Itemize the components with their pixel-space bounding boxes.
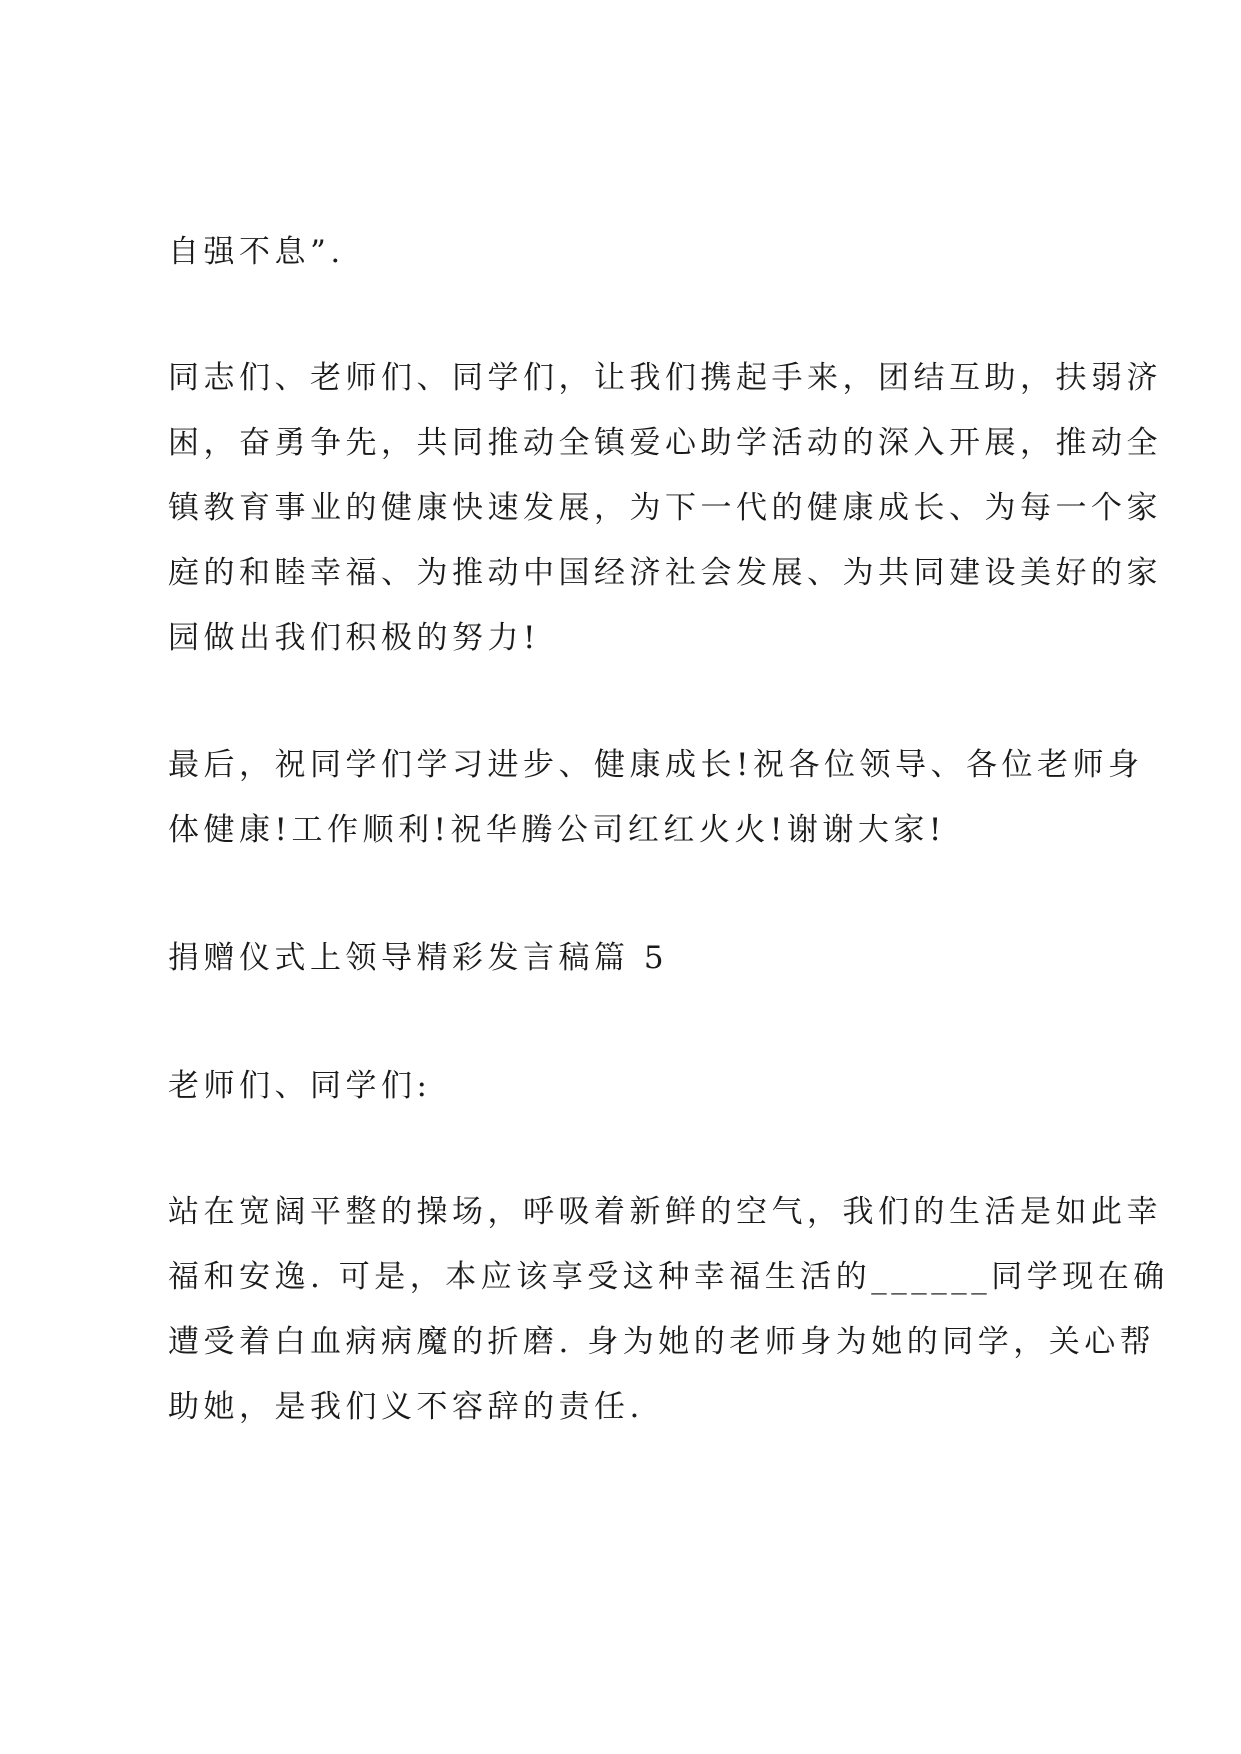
text-line: 镇教育事业的健康快速发展，为下一代的健康成长、为每一个家 (168, 490, 1162, 526)
section-heading (168, 926, 1098, 991)
text-line: 老师们、同学们: (168, 1068, 432, 1104)
text-line: 庭的和睦幸福、为推动中国经济社会发展、为共同建设美好的家 (168, 555, 1162, 591)
text-line: 自强不息”. (168, 234, 345, 270)
paragraph-salutation (168, 1054, 1098, 1119)
text-line: 福和安逸. 可是，本应该享受这种幸福生活的______同学现在确 (168, 1259, 1169, 1295)
paragraph-call-to-action (168, 346, 1162, 671)
text-line: 最后，祝同学们学习进步、健康成长!祝各位领导、各位老师身 (168, 747, 1144, 783)
heading-text: 捐赠仪式上领导精彩发言稿篇 5 (168, 940, 669, 976)
text-line: 困，奋勇争先，共同推动全镇爱心助学活动的深入开展，推动全 (168, 425, 1162, 461)
text-line: 同志们、老师们、同学们，让我们携起手来，团结互助，扶弱济 (168, 360, 1162, 396)
paragraph-closing-wishes (168, 733, 1144, 863)
text-line: 助她，是我们义不容辞的责任. (168, 1389, 644, 1425)
text-line: 遭受着白血病病魔的折磨. 身为她的老师身为她的同学，关心帮 (168, 1324, 1156, 1360)
text-line: 园做出我们积极的努力! (168, 620, 540, 656)
text-line: 站在宽阔平整的操场，呼吸着新鲜的空气，我们的生活是如此幸 (168, 1194, 1162, 1230)
paragraph-closing-quote (168, 220, 1098, 285)
text-line: 体健康!工作顺利!祝华腾公司红红火火!谢谢大家! (168, 812, 946, 848)
paragraph-body (168, 1180, 1169, 1440)
